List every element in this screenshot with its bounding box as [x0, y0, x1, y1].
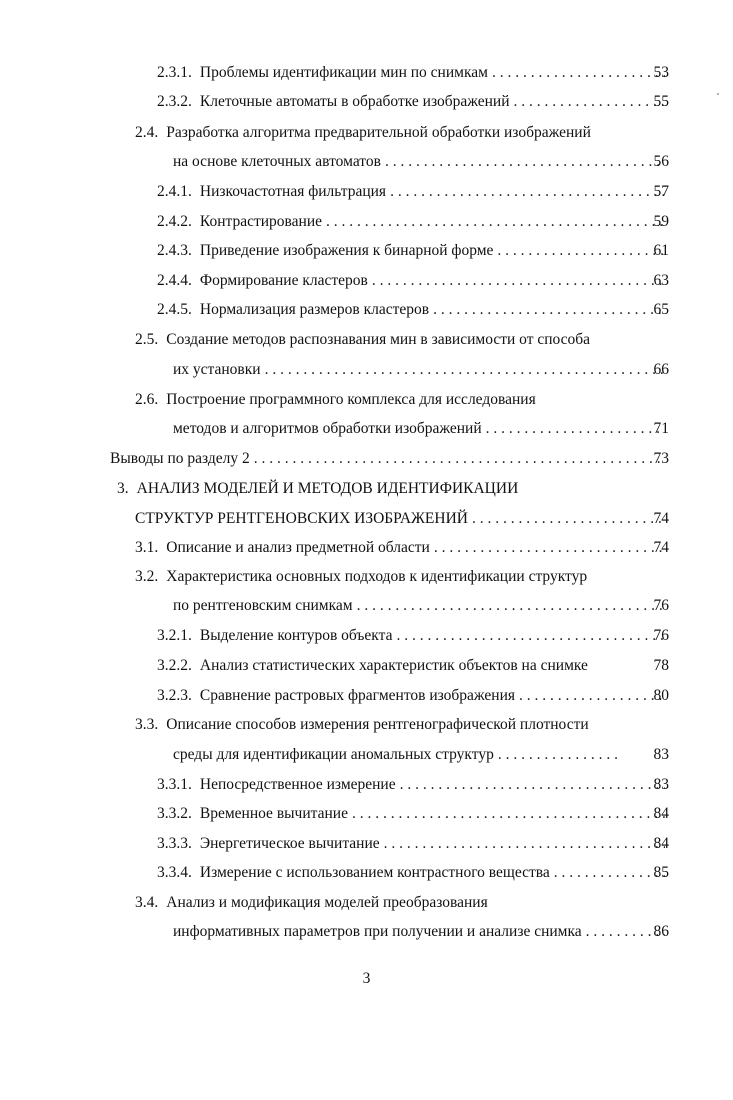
- toc-entry-3-3: [135, 716, 669, 742]
- toc-entry-3-3-3: [157, 835, 669, 861]
- toc-number: 2.4.2.: [157, 213, 192, 230]
- toc-number: 2.4.5.: [157, 301, 192, 318]
- toc-title: Анализ и модификация моделей преобразования: [166, 894, 488, 911]
- toc-entry-2-6: [135, 391, 669, 417]
- toc-page-number: 55: [653, 93, 669, 110]
- toc-title: Формирование кластеров: [199, 272, 368, 289]
- toc-title: Приведение изображения к бинарной форме: [199, 242, 494, 259]
- toc-entry-3-3-4: [157, 864, 669, 890]
- toc-title: СТРУКТУР РЕНТГЕНОВСКИХ ИЗОБРАЖЕНИЙ: [135, 510, 468, 527]
- toc-page-number: 76: [653, 627, 669, 644]
- toc-entry-2-3-2: [157, 93, 669, 119]
- toc-title: Временное вычитание: [199, 805, 348, 822]
- toc-entry-3-2-1: [157, 627, 669, 653]
- leader-dots: [385, 153, 665, 171]
- toc-entry-3-2-cont: [173, 597, 669, 623]
- toc-entry-2-4-4: [157, 272, 669, 298]
- toc-title: Контрастирование: [199, 213, 322, 230]
- leader-dots: [472, 510, 665, 528]
- toc-title: Описание способов измерения рентгенографической плотности: [166, 716, 589, 733]
- leader-dots: [390, 183, 665, 201]
- leader-dots: [384, 835, 665, 853]
- leader-dots: [357, 597, 665, 615]
- toc-number: 3.2.: [135, 568, 159, 585]
- toc-entry-2-5-cont: [173, 361, 669, 387]
- toc-entry-2-4-1: [157, 183, 669, 209]
- toc-entry-2-4-cont: [173, 153, 669, 179]
- toc-page-number: 57: [653, 183, 669, 200]
- leader-dots: [433, 301, 665, 319]
- toc-title: на основе клеточных автоматов: [173, 153, 381, 170]
- toc-entry-2-4-2: [157, 213, 669, 239]
- toc-number: 2.5.: [135, 331, 159, 348]
- leader-dots: [326, 213, 665, 231]
- toc-entry-3-2: [135, 568, 669, 594]
- toc-entry-3-2-3: [157, 687, 669, 713]
- toc-entry-2-6-cont: [173, 420, 669, 446]
- toc-title: Создание методов распознавания мин в зависимости от способа: [166, 331, 591, 348]
- toc-entry-3-3-cont: [173, 746, 669, 772]
- toc-page-number: 76: [653, 597, 669, 614]
- toc-title: Описание и анализ предметной области: [166, 539, 430, 556]
- leader-dots: [486, 420, 665, 438]
- leader-dots: [400, 776, 665, 794]
- toc-entry-3-cont: [135, 510, 669, 536]
- leader-dots: [352, 805, 665, 823]
- toc-title: Сравнение растровых фрагментов изображения: [199, 687, 516, 704]
- toc-title: Клеточные автоматы в обработке изображений: [199, 93, 510, 110]
- toc-page-number: 59: [653, 213, 669, 230]
- toc-page-number: 84: [653, 805, 669, 822]
- leader-dots: [372, 272, 665, 290]
- toc-title: Выделение контуров объекта: [199, 627, 393, 644]
- toc-number: 3.3.: [135, 716, 159, 733]
- toc-title: информативных параметров при получении и анализе снимка: [173, 923, 582, 940]
- toc-number: 3.3.4.: [157, 864, 192, 881]
- toc-title: Характеристика основных подходов к идентификации структур: [166, 568, 588, 585]
- toc-number: 3.3.1.: [157, 776, 192, 793]
- toc-title: по рентгеновским снимкам: [173, 597, 353, 614]
- toc-entry-2-4-3: [157, 242, 669, 268]
- toc-entry-3-1: [135, 539, 669, 565]
- leader-dots: [396, 627, 665, 645]
- toc-title: Измерение с использованием контрастного вещества: [199, 864, 550, 881]
- toc-entry-2-4-5: [157, 301, 669, 327]
- toc-entry-conclusions-2: [110, 450, 669, 476]
- toc-page-number: 66: [653, 361, 669, 378]
- page-number: 3: [362, 970, 371, 987]
- toc-title: Выводы по разделу 2: [110, 450, 250, 467]
- toc-entry-3-4-cont: [173, 923, 669, 949]
- toc-title: Энергетическое вычитание: [199, 835, 380, 852]
- toc-title: Проблемы идентификации мин по снимкам: [199, 64, 488, 81]
- toc-page-number: 53: [653, 64, 669, 81]
- toc-number: 3.2.2.: [157, 657, 192, 674]
- toc-entry-3-4: [135, 894, 669, 920]
- toc-page-number: 83: [653, 776, 669, 793]
- leader-dots: [498, 746, 621, 764]
- toc-entry-3-3-2: [157, 805, 669, 831]
- toc-number: 2.3.2.: [157, 93, 192, 110]
- toc-entry-2-5: [135, 331, 669, 357]
- toc-page-number: 65: [653, 301, 669, 318]
- toc-page-number: 63: [653, 272, 669, 289]
- toc-title: АНАЛИЗ МОДЕЛЕЙ И МЕТОДОВ ИДЕНТИФИКАЦИИ: [136, 480, 519, 497]
- toc-entry-3-2-2: [157, 657, 669, 683]
- toc-number: 3.1.: [135, 539, 159, 556]
- toc-page-number: 85: [653, 864, 669, 881]
- toc-number: 2.4.: [135, 124, 159, 141]
- toc-page-number: 74: [653, 510, 669, 527]
- toc-number: 2.6.: [135, 391, 159, 408]
- toc-page-number: 83: [653, 746, 669, 763]
- toc-page-number: 71: [653, 420, 669, 437]
- toc-number: 3.4.: [135, 894, 159, 911]
- toc-page-number: 80: [653, 687, 669, 704]
- toc-number: 3.: [117, 480, 129, 497]
- toc-page-number: 61: [653, 242, 669, 259]
- toc-number: 2.4.4.: [157, 272, 192, 289]
- toc-title: Непосредственное измерение: [199, 776, 396, 793]
- toc-entry-3-3-1: [157, 776, 669, 802]
- leader-dots: [492, 64, 665, 82]
- toc-page-number: 84: [653, 835, 669, 852]
- toc-entry-3: [117, 480, 669, 506]
- toc-page-number: 86: [653, 923, 669, 940]
- toc-title: Низкочастотная фильтрация: [199, 183, 387, 200]
- toc-title: Разработка алгоритма предварительной обработки изображений: [166, 124, 591, 141]
- toc-entry-2-3-1: [157, 64, 669, 90]
- toc-number: 3.3.3.: [157, 835, 192, 852]
- toc-number: 3.3.2.: [157, 805, 192, 822]
- toc-entry-2-4: [135, 124, 669, 150]
- scan-speck: [717, 93, 719, 95]
- toc-page-number: 78: [653, 657, 669, 674]
- toc-number: 2.4.1.: [157, 183, 192, 200]
- leader-dots: [254, 450, 665, 468]
- toc-number: 2.3.1.: [157, 64, 192, 81]
- toc-title: Нормализация размеров кластеров: [199, 301, 430, 318]
- leader-dots: [434, 539, 665, 557]
- toc-number: 2.4.3.: [157, 242, 192, 259]
- toc-title: их установки: [173, 361, 261, 378]
- toc-title: методов и алгоритмов обработки изображений: [173, 420, 482, 437]
- toc-title: Анализ статистических характеристик объектов на снимке: [199, 657, 588, 674]
- toc-page-number: 74: [653, 539, 669, 556]
- leader-dots: [497, 242, 665, 260]
- toc-page-number: 56: [653, 153, 669, 170]
- toc-number: 3.2.3.: [157, 687, 192, 704]
- leader-dots: [265, 361, 665, 379]
- toc-title: Построение программного комплекса для исследования: [166, 391, 536, 408]
- toc-title: среды для идентификации аномальных структур: [173, 746, 494, 763]
- toc-number: 3.2.1.: [157, 627, 192, 644]
- toc-page-number: 73: [653, 450, 669, 467]
